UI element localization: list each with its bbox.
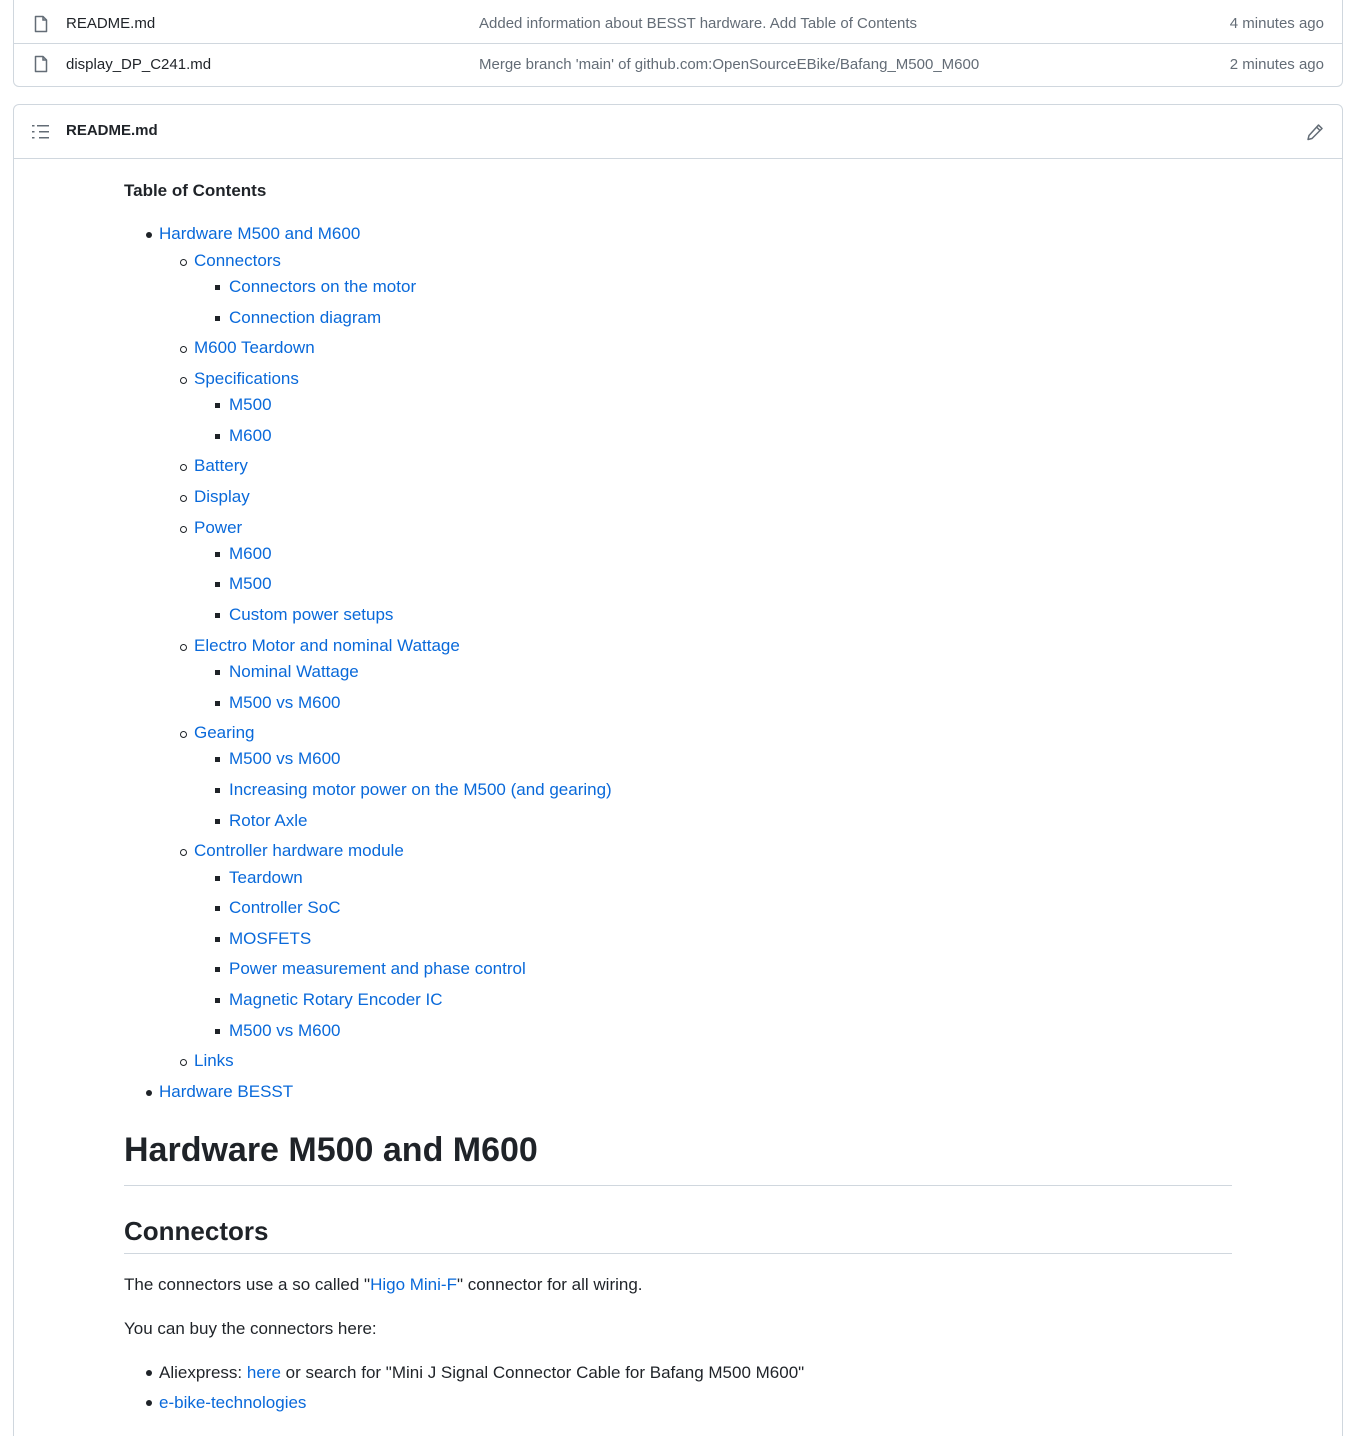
- file-row[interactable]: [14, 4, 1342, 44]
- toc-link[interactable]: Specifications: [194, 369, 299, 388]
- toc-bullet: [215, 403, 220, 408]
- toc-bullet: [180, 731, 187, 738]
- paragraph-text: The connectors use a so called ": [124, 1275, 371, 1294]
- toc-link[interactable]: Rotor Axle: [229, 811, 308, 830]
- list-item-text: [159, 1363, 804, 1383]
- toc-bullet: [215, 906, 220, 911]
- file-list: [13, 0, 1343, 87]
- aliexpress-link[interactable]: here: [246, 1363, 281, 1382]
- e-bike-technologies-link[interactable]: e-bike-technologies: [159, 1393, 307, 1412]
- commit-age: 4 minutes ago: [1229, 15, 1324, 32]
- toc-bullet: [215, 670, 220, 675]
- readme-title: README.md: [66, 122, 158, 139]
- bullet: [146, 1370, 152, 1376]
- toc-bullet: [180, 377, 187, 384]
- toc-link[interactable]: Controller hardware module: [194, 841, 404, 860]
- toc-link[interactable]: Electro Motor and nominal Wattage: [194, 636, 460, 655]
- heading-divider: [124, 1253, 1232, 1254]
- heading-hardware: Hardware M500 and M600: [124, 1131, 538, 1169]
- connectors-paragraph: [124, 1275, 643, 1295]
- list-outline-icon[interactable]: [32, 124, 50, 140]
- pencil-icon[interactable]: [1306, 123, 1324, 141]
- toc-link[interactable]: M600: [229, 544, 272, 563]
- toc-link[interactable]: Custom power setups: [229, 605, 394, 624]
- toc-bullet: [215, 967, 220, 972]
- file-name-link[interactable]: README.md: [66, 15, 156, 32]
- toc-link[interactable]: Controller SoC: [229, 898, 341, 917]
- file-icon: [34, 55, 48, 73]
- toc-bullet: [215, 1029, 220, 1034]
- bullet: [146, 1400, 152, 1406]
- toc-link[interactable]: Gearing: [194, 723, 255, 742]
- toc-link[interactable]: Hardware M500 and M600: [159, 224, 361, 243]
- toc-bullet: [215, 613, 220, 618]
- list-item-suffix: or search for "Mini J Signal Connector Cable for Bafang M500 M600": [280, 1363, 805, 1382]
- toc-link[interactable]: Nominal Wattage: [229, 662, 359, 681]
- list-item-prefix: Aliexpress:: [159, 1363, 247, 1382]
- toc-bullet: [215, 316, 220, 321]
- toc-link[interactable]: Connection diagram: [229, 308, 382, 327]
- toc-link[interactable]: M500 vs M600: [229, 749, 341, 768]
- toc-link[interactable]: M500: [229, 574, 272, 593]
- toc-bullet: [146, 232, 152, 238]
- commit-message-link[interactable]: Added information about BESST hardware. Add Table of Contents: [479, 15, 918, 32]
- toc-bullet: [180, 464, 187, 471]
- commit-message-link[interactable]: Merge branch 'main' of github.com:OpenSourceEBike/Bafang_M500_M600: [479, 55, 980, 73]
- paragraph-text: " connector for all wiring.: [456, 1275, 643, 1294]
- toc-bullet: [180, 526, 187, 533]
- toc-bullet: [180, 1059, 187, 1066]
- buy-paragraph: You can buy the connectors here:: [124, 1319, 377, 1338]
- toc-bullet: [180, 346, 187, 353]
- toc-link[interactable]: Connectors: [194, 251, 281, 270]
- toc-bullet: [215, 937, 220, 942]
- toc-link[interactable]: Links: [194, 1051, 234, 1070]
- toc-bullet: [215, 819, 220, 824]
- toc-link[interactable]: Connectors on the motor: [229, 277, 417, 296]
- toc-bullet: [215, 701, 220, 706]
- file-name-link[interactable]: display_DP_C241.md: [66, 55, 212, 73]
- toc-link[interactable]: MOSFETS: [229, 929, 312, 948]
- heading-divider: [124, 1185, 1232, 1186]
- toc-bullet: [215, 757, 220, 762]
- file-row[interactable]: [14, 44, 1342, 84]
- toc-link[interactable]: M500 vs M600: [229, 1021, 341, 1040]
- toc-link[interactable]: Battery: [194, 456, 248, 475]
- toc-heading: Table of Contents: [124, 181, 267, 200]
- toc-link[interactable]: Magnetic Rotary Encoder IC: [229, 990, 443, 1009]
- toc-link[interactable]: M600: [229, 426, 272, 445]
- toc-link[interactable]: Power measurement and phase control: [229, 959, 526, 978]
- commit-age: 2 minutes ago: [1229, 55, 1324, 73]
- higo-link[interactable]: Higo Mini-F: [370, 1275, 457, 1294]
- toc-bullet: [180, 495, 187, 502]
- toc-link[interactable]: Power: [194, 518, 243, 537]
- toc-bullet: [146, 1090, 152, 1096]
- toc-link[interactable]: M600 Teardown: [194, 338, 315, 357]
- toc-bullet: [180, 644, 187, 651]
- toc-bullet: [215, 552, 220, 557]
- toc-bullet: [215, 285, 220, 290]
- file-icon: [34, 15, 48, 33]
- toc-bullet: [215, 788, 220, 793]
- toc-bullet: [215, 876, 220, 881]
- toc-link[interactable]: Teardown: [229, 868, 303, 887]
- toc-link[interactable]: Hardware BESST: [159, 1082, 294, 1101]
- toc-link[interactable]: Display: [194, 487, 250, 506]
- toc-bullet: [180, 849, 187, 856]
- heading-connectors: Connectors: [124, 1216, 269, 1246]
- toc-link[interactable]: M500: [229, 395, 272, 414]
- toc-link[interactable]: Increasing motor power on the M500 (and gearing): [229, 780, 612, 799]
- toc-bullet: [215, 582, 220, 587]
- list-item-text: [159, 1393, 306, 1413]
- toc-bullet: [215, 434, 220, 439]
- readme-panel: [13, 104, 1343, 1436]
- toc-bullet: [215, 998, 220, 1003]
- toc-link[interactable]: M500 vs M600: [229, 693, 341, 712]
- toc-bullet: [180, 259, 187, 266]
- readme-header: [14, 105, 1342, 159]
